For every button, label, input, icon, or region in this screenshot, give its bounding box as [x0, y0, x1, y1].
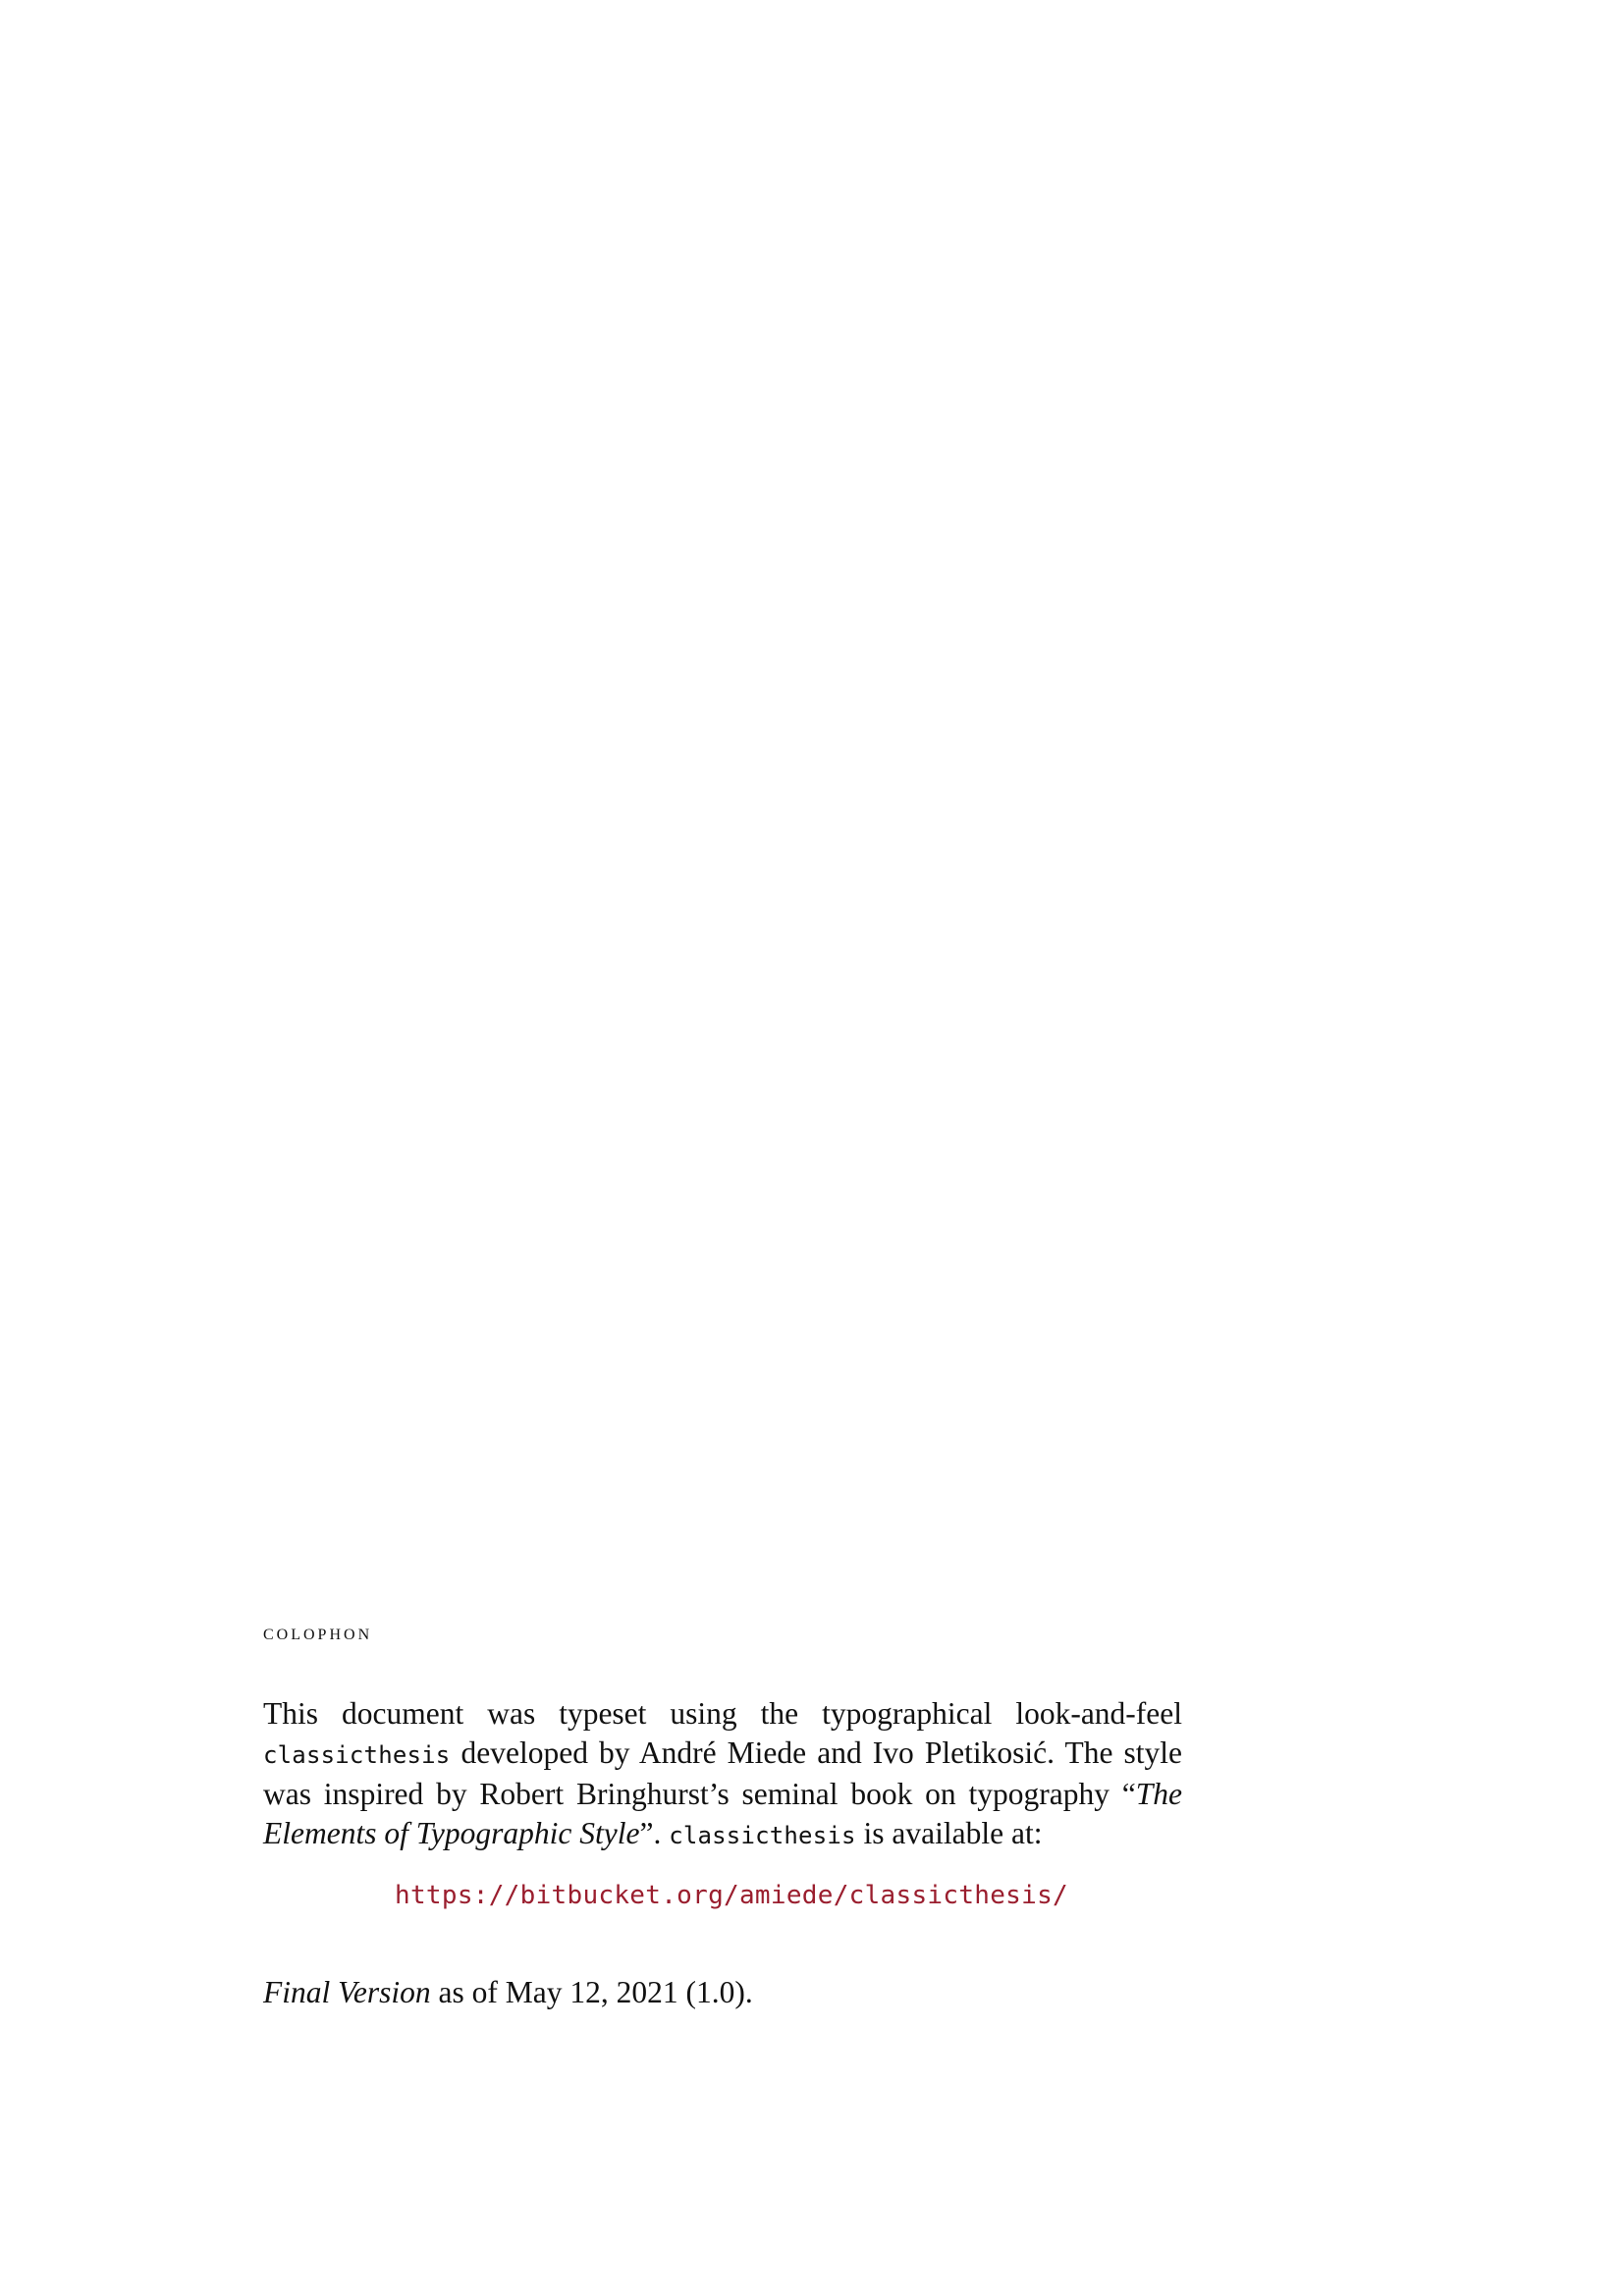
book-title: The Elements of Typographic Style [263, 1777, 1182, 1850]
package-name: classicthesis [669, 1822, 856, 1849]
version-label: Final Version [263, 1975, 431, 2009]
colophon-text-3: ”. [639, 1816, 670, 1850]
version-text: as of May 12, 2021 (1.0). [430, 1975, 753, 2009]
colophon-heading: colophon [263, 1620, 373, 1644]
colophon-text-4: is available at: [855, 1816, 1043, 1850]
colophon-paragraph [263, 1694, 1182, 1855]
package-name: classicthesis [263, 1741, 451, 1769]
version-line [263, 1973, 753, 2012]
colophon-text-2: developed by André Miede and Ivo Pletikosić. The style was inspired by Robert Bringhurst’s seminal book on typography “ [263, 1735, 1182, 1811]
classicthesis-link[interactable]: https://bitbucket.org/amiede/classicthesis/ [395, 1881, 1068, 1910]
colophon-text-1: This document was typeset using the typographical look-and-feel [263, 1696, 1182, 1731]
